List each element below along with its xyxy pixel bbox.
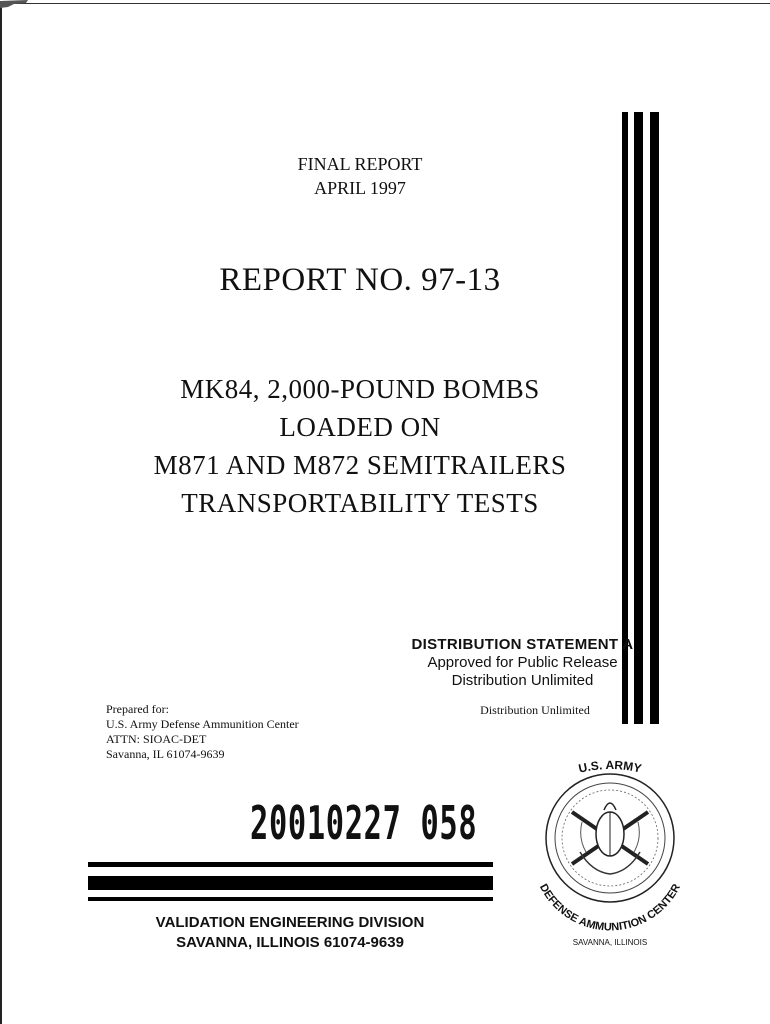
- left-border-line: [0, 3, 2, 1024]
- vertical-bar: [622, 112, 628, 724]
- title-line: LOADED ON: [279, 412, 441, 442]
- division-block: [100, 913, 480, 953]
- prepared-for-block: [106, 702, 406, 762]
- report-title: [60, 370, 660, 522]
- report-number: REPORT NO. 97-13: [219, 262, 501, 298]
- distribution-note: Distribution Unlimited: [480, 703, 590, 717]
- scan-artifact-mark: [0, 0, 28, 8]
- report-type: FINAL REPORT: [297, 154, 423, 174]
- document-accession-number: 20010227 058: [250, 796, 478, 850]
- prepared-for-label: Prepared for:: [106, 702, 169, 716]
- division-address: SAVANNA, ILLINOIS 61074-9639: [176, 934, 404, 951]
- seal-ring-text: DEFENSE AMMUNITION CENTER: [537, 882, 683, 934]
- prepared-for-org: U.S. Army Defense Ammunition Center: [106, 717, 299, 731]
- division-name: VALIDATION ENGINEERING DIVISION: [155, 914, 425, 931]
- seal-location: SAVANNA, ILLINOIS: [572, 938, 648, 947]
- distribution-statement-heading: DISTRIBUTION STATEMENT A: [411, 636, 634, 653]
- report-header: [170, 152, 550, 200]
- vertical-bar: [650, 112, 659, 724]
- distribution-unlimited-line: Distribution Unlimited: [451, 672, 594, 689]
- prepared-for-attn: ATTN: SIOAC-DET: [106, 732, 207, 746]
- horizontal-bar: [88, 897, 493, 901]
- seal-top-text: U.S. ARMY: [577, 757, 643, 776]
- title-line: TRANSPORTABILITY TESTS: [181, 488, 539, 518]
- title-line: MK84, 2,000-POUND BOMBS: [180, 374, 540, 404]
- horizontal-bar: [88, 862, 493, 867]
- horizontal-bar: [88, 876, 493, 890]
- distribution-approval-line: Approved for Public Release: [427, 654, 618, 671]
- title-line: M871 AND M872 SEMITRAILERS: [153, 450, 567, 480]
- distribution-statement-stamp: [400, 636, 645, 690]
- prepared-for-address: Savanna, IL 61074-9639: [106, 747, 225, 761]
- defense-ammunition-center-seal: [520, 752, 700, 952]
- report-date: APRIL 1997: [314, 178, 406, 198]
- top-border-line: [0, 3, 770, 4]
- vertical-bar: [634, 112, 643, 724]
